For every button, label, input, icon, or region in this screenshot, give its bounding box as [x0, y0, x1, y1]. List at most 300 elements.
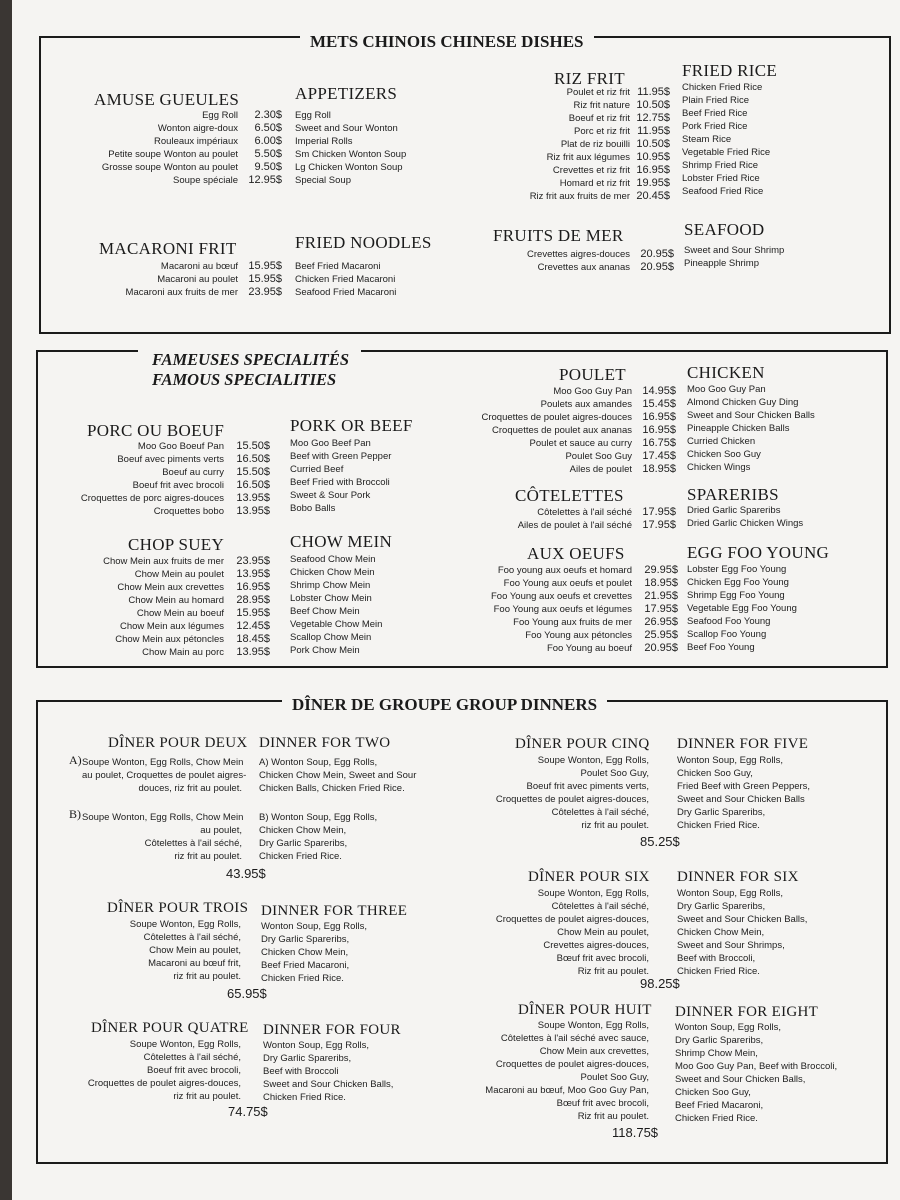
- dinner-line: Beef with Broccoli: [263, 1066, 339, 1077]
- menu-item-en: Moo Goo Guy Pan: [687, 384, 766, 395]
- menu-item-en: Sm Chicken Wonton Soup: [295, 149, 407, 160]
- heading-chow-mein: CHOW MEIN: [290, 532, 393, 551]
- dinner-line: Chicken Soo Guy,: [675, 1087, 751, 1098]
- menu-item-en: Beef Fried Rice: [682, 108, 748, 119]
- menu-item-price: 15.95$: [248, 273, 282, 285]
- dinner-line: Macaroni au bœuf frit,: [148, 958, 241, 969]
- menu-item-en: Seafood Foo Young: [687, 616, 771, 627]
- dinner-line: Chicken Chow Mein,: [259, 825, 347, 836]
- dinner-line: Chicken Fried Rice.: [263, 1092, 346, 1103]
- eggfoo-en-list: [687, 563, 847, 654]
- dinner-line: Bœuf frit avec brocoli,: [556, 953, 649, 964]
- menu-item-en: Lobster Chow Mein: [290, 593, 372, 604]
- dinner-line: Boeuf frit avec piments verts,: [526, 781, 649, 792]
- menu-item-fr: Croquettes de poulet aigres-douces: [481, 412, 632, 423]
- menu-item-price: 23.95$: [248, 286, 282, 298]
- menu-item-fr: Chow Mein aux fruits de mer: [103, 556, 224, 567]
- menu-item-fr: Grosse soupe Wonton au poulet: [101, 162, 238, 173]
- heading-chicken: CHICKEN: [687, 363, 765, 382]
- menu-item-price: 2.30$: [254, 109, 282, 121]
- dinner-line: Boeuf frit avec brocoli,: [147, 1065, 241, 1076]
- heading-dinner-six: DINNER FOR SIX: [677, 869, 799, 885]
- menu-item-fr: Boeuf au curry: [162, 467, 224, 478]
- rice-en-list: [682, 81, 832, 198]
- dinner-line: Dry Garlic Spareribs,: [259, 838, 348, 849]
- chicken-prices: [632, 385, 676, 476]
- menu-item-en: Seafood Fried Macaroni: [295, 287, 397, 298]
- heading-chop-suey: CHOP SUEY: [128, 535, 225, 554]
- menu-item-price: 17.95$: [644, 603, 678, 615]
- menu-item-fr: Croquettes de poulet aux ananas: [492, 425, 632, 436]
- menu-item-price: 12.45$: [236, 620, 270, 632]
- heading-macaroni-frit: MACARONI FRIT: [99, 239, 237, 258]
- dinner-line: au poulet, Croquettes de poulet aigres-: [82, 770, 247, 781]
- heading-seafood: SEAFOOD: [684, 220, 765, 239]
- three-en: [261, 920, 436, 985]
- price-eight: 118.75$: [612, 1125, 659, 1140]
- menu-item-fr: Chow Mein aux pétoncles: [115, 634, 224, 645]
- menu-item-en: Special Soup: [295, 175, 351, 186]
- chowmein-prices: [226, 555, 270, 659]
- menu-item-price: 16.50$: [236, 453, 270, 465]
- menu-item-fr: Moo Goo Boeuf Pan: [137, 441, 224, 452]
- menu-item-fr: Foo Young au boeuf: [546, 643, 632, 654]
- spareribs-en-list: [687, 504, 847, 530]
- dinner-line: Moo Goo Guy Pan, Beef with Broccoli,: [675, 1061, 838, 1072]
- price-five: 85.25$: [640, 834, 680, 849]
- menu-item-en: Imperial Rolls: [295, 136, 353, 147]
- menu-item-price: 9.50$: [254, 161, 282, 173]
- noodles-en-list: [295, 260, 445, 299]
- four-fr: [52, 1038, 241, 1103]
- heading-spareribs: SPARERIBS: [687, 485, 779, 504]
- dinner-line: Dry Garlic Spareribs,: [263, 1053, 352, 1064]
- dinner-line: Soupe Wonton, Egg Rolls, Chow Mein: [82, 812, 244, 823]
- heading-porc-ou-boeuf: PORC OU BOEUF: [87, 421, 225, 440]
- menu-item-en: Scallop Chow Mein: [290, 632, 372, 643]
- noodles-prices: [240, 260, 282, 299]
- pork-fr-list: [52, 440, 224, 518]
- menu-item-fr: Poulet et riz frit: [566, 87, 630, 98]
- menu-item-fr: Rouleaux impériaux: [154, 136, 238, 147]
- menu-item-price: 16.95$: [642, 424, 676, 436]
- menu-item-price: 10.95$: [636, 151, 670, 163]
- menu-item-fr: Poulet et sauce au curry: [529, 438, 632, 449]
- menu-item-en: Dried Garlic Chicken Wings: [687, 518, 804, 529]
- menu-item-fr: Riz frit aux fruits de mer: [529, 191, 630, 202]
- menu-item-price: 20.95$: [640, 248, 674, 260]
- five-fr: [472, 754, 649, 832]
- rice-prices: [630, 86, 670, 203]
- menu-item-fr: Boeuf avec piments verts: [117, 454, 224, 465]
- dinner-line: Chicken Fried Rice.: [261, 973, 344, 984]
- price-four: 74.75$: [228, 1104, 268, 1119]
- menu-item-price: 14.95$: [642, 385, 676, 397]
- spareribs-fr-list: [462, 506, 632, 532]
- dinner-line: Soupe Wonton, Egg Rolls,: [129, 919, 241, 930]
- menu-item-fr: Riz frit nature: [573, 100, 630, 111]
- dinner-line: Chow Mein au poulet,: [149, 945, 241, 956]
- six-fr: [472, 887, 649, 978]
- heading-appetizers: APPETIZERS: [295, 84, 398, 103]
- menu-item-price: 13.95$: [236, 492, 270, 504]
- menu-item-en: Seafood Chow Mein: [290, 554, 376, 565]
- heading-fruits-de-mer: FRUITS DE MER: [493, 226, 624, 245]
- heading-diner-trois: DÎNER POUR TROIS: [107, 900, 249, 916]
- dinner-line: Soupe Wonton, Egg Rolls,: [537, 888, 649, 899]
- noodles-fr-list: [52, 260, 238, 299]
- menu-item-en: Scallop Foo Young: [687, 629, 767, 640]
- dinner-line: Côtelettes à l'ail séché avec sauce,: [500, 1033, 649, 1044]
- menu-item-fr: Ailes de poulet à l'ail séché: [517, 520, 632, 531]
- menu-item-en: Plain Fried Rice: [682, 95, 750, 106]
- menu-item-en: Vegetable Chow Mein: [290, 619, 383, 630]
- menu-item-fr: Chow Mein aux crevettes: [117, 582, 224, 593]
- dinner-line: Sweet and Sour Chicken Balls,: [675, 1074, 806, 1085]
- menu-item-en: Vegetable Egg Foo Young: [687, 603, 797, 614]
- menu-item-en: Chicken Fried Rice: [682, 82, 763, 93]
- menu-item-fr: Riz frit aux légumes: [546, 152, 630, 163]
- menu-item-fr: Macaroni au poulet: [157, 274, 238, 285]
- dinner-line: Croquettes de poulet aigres-douces,: [495, 1059, 649, 1070]
- menu-item-en: Chicken Egg Foo Young: [687, 577, 789, 588]
- dinner-line: Poulet Soo Guy,: [580, 768, 649, 779]
- menu-item-price: 13.95$: [236, 505, 270, 517]
- dinner-line: Dry Garlic Spareribs,: [677, 901, 766, 912]
- menu-item-fr: Foo Young aux oeufs et poulet: [503, 578, 632, 589]
- menu-item-price: 11.95$: [637, 125, 670, 137]
- dinner-line: riz frit au poulet.: [174, 851, 242, 862]
- dinner-line: riz frit au poulet.: [173, 971, 241, 982]
- dinner-line: Dry Garlic Spareribs,: [261, 934, 350, 945]
- dinner-line: Chow Mein au poulet,: [557, 927, 649, 938]
- menu-item-price: 11.95$: [637, 86, 670, 98]
- dinner-line: Chicken Fried Rice.: [677, 966, 760, 977]
- dinner-line: Beef Fried Macaroni,: [261, 960, 350, 971]
- heading-dinner-eight: DINNER FOR EIGHT: [675, 1004, 819, 1020]
- eight-en: [675, 1021, 870, 1125]
- menu-item-fr: Foo Young aux fruits de mer: [513, 617, 632, 628]
- dinner-line: Soupe Wonton, Egg Rolls, Chow Mein: [82, 757, 244, 768]
- heading-egg-foo-young: EGG FOO YOUNG: [687, 543, 830, 562]
- menu-item-en: Steam Rice: [682, 134, 732, 145]
- menu-item-fr: Chow Mein au poulet: [134, 569, 224, 580]
- menu-item-en: Chicken Soo Guy: [687, 449, 761, 460]
- menu-item-en: Sweet and Sour Shrimp: [684, 245, 785, 256]
- menu-item-price: 19.95$: [636, 177, 670, 189]
- dinner-line: Côtelettes à l'ail séché,: [143, 932, 241, 943]
- menu-item-price: 6.50$: [254, 122, 282, 134]
- eggfoo-prices: [632, 564, 678, 655]
- menu-item-en: Moo Goo Beef Pan: [290, 438, 371, 449]
- dinner-line: Wonton Soup, Egg Rolls,: [675, 1022, 781, 1033]
- dinner-line: Wonton Soup, Egg Rolls,: [677, 755, 783, 766]
- menu-item-price: 23.95$: [236, 555, 270, 567]
- heading-diner-deux: DÎNER POUR DEUX: [108, 735, 248, 751]
- menu-item-en: Bobo Balls: [290, 503, 336, 514]
- appetizers-en-list: [295, 109, 445, 187]
- menu-item-fr: Foo Young aux pétoncles: [525, 630, 632, 641]
- heading-dinner-two: DINNER FOR TWO: [259, 735, 391, 751]
- menu-item-fr: Foo young aux oeufs et homard: [497, 565, 632, 576]
- heading-pork-or-beef: PORK OR BEEF: [290, 416, 413, 435]
- menu-item-fr: Ailes de poulet: [569, 464, 632, 475]
- menu-item-price: 17.45$: [642, 450, 676, 462]
- dinner-line: Soupe Wonton, Egg Rolls,: [129, 1039, 241, 1050]
- menu-item-en: Chicken Chow Mein: [290, 567, 375, 578]
- dinner-line: Riz frit au poulet.: [577, 1111, 649, 1122]
- dinner-line: Croquettes de poulet aigres-douces,: [495, 794, 649, 805]
- menu-item-price: 17.95$: [642, 506, 676, 518]
- menu-item-price: 12.95$: [248, 174, 282, 186]
- seafood-fr-list: [482, 248, 630, 274]
- menu-item-price: 17.95$: [642, 519, 676, 531]
- menu-item-price: 10.50$: [636, 138, 670, 150]
- menu-item-fr: Macaroni au bœuf: [160, 261, 238, 272]
- option-a-mark: A): [69, 753, 82, 767]
- section-title: DÎNER DE GROUPE GROUP DINNERS: [282, 695, 607, 715]
- dinner-line: douces, riz frit au poulet.: [138, 783, 242, 794]
- menu-item-en: Egg Roll: [295, 110, 331, 121]
- menu-item-fr: Boeuf et riz frit: [568, 113, 630, 124]
- menu-item-fr: Croquettes de porc aigres-douces: [80, 493, 224, 504]
- heading-poulet: POULET: [559, 365, 626, 384]
- menu-item-fr: Egg Roll: [202, 110, 238, 121]
- dinner-line: Chicken Chow Mein,: [677, 927, 765, 938]
- appetizers-prices: [240, 109, 282, 187]
- menu-item-price: 13.95$: [236, 646, 270, 658]
- menu-item-price: 5.50$: [254, 148, 282, 160]
- menu-item-fr: Crevettes et riz frit: [552, 165, 630, 176]
- menu-item-fr: Moo Goo Guy Pan: [553, 386, 632, 397]
- price-six: 98.25$: [640, 976, 680, 991]
- menu-item-price: 25.95$: [644, 629, 678, 641]
- menu-item-en: Sweet and Sour Chicken Balls: [687, 410, 815, 421]
- dinner-line: Soupe Wonton, Egg Rolls,: [537, 755, 649, 766]
- menu-item-en: Pork Chow Mein: [290, 645, 360, 656]
- menu-item-en: Beef Foo Young: [687, 642, 755, 653]
- heading-dinner-four: DINNER FOR FOUR: [263, 1022, 401, 1038]
- menu-item-price: 10.50$: [636, 99, 670, 111]
- dinner-line: Shrimp Chow Mein,: [675, 1048, 758, 1059]
- menu-item-price: 20.95$: [640, 261, 674, 273]
- dinner-line: Dry Garlic Spareribs,: [677, 807, 766, 818]
- menu-item-en: Lg Chicken Wonton Soup: [295, 162, 403, 173]
- seafood-en-list: [684, 244, 834, 270]
- two-b-fr: [82, 811, 242, 863]
- menu-item-en: Almond Chicken Guy Ding: [687, 397, 799, 408]
- dinner-line: Beef Fried Macaroni,: [675, 1100, 764, 1111]
- rice-fr-list: [492, 86, 630, 203]
- dinner-line: au poulet,: [200, 825, 242, 836]
- menu-item-en: Shrimp Chow Mein: [290, 580, 371, 591]
- dinner-line: B) Wonton Soup, Egg Rolls,: [259, 812, 378, 823]
- menu-item-fr: Porc et riz frit: [574, 126, 630, 137]
- dinner-line: Croquettes de poulet aigres-douces,: [87, 1078, 241, 1089]
- heading-diner-quatre: DÎNER POUR QUATRE: [91, 1020, 249, 1036]
- five-en: [677, 754, 862, 832]
- heading-cotelettes: CÔTELETTES: [515, 486, 624, 505]
- menu-item-en: Chicken Wings: [687, 462, 751, 473]
- menu-item-price: 16.95$: [236, 581, 270, 593]
- heading-fried-rice: FRIED RICE: [682, 61, 778, 80]
- menu-item-en: Shrimp Fried Rice: [682, 160, 759, 171]
- dinner-line: Chicken Fried Rice.: [675, 1113, 758, 1124]
- dinner-line: Chicken Soo Guy,: [677, 768, 753, 779]
- menu-item-price: 16.50$: [236, 479, 270, 491]
- specialities-title: [138, 350, 361, 390]
- menu-item-fr: Macaroni aux fruits de mer: [125, 287, 238, 298]
- menu-item-price: 15.45$: [642, 398, 676, 410]
- menu-item-en: Beef Fried Macaroni: [295, 261, 381, 272]
- dinner-line: Fried Beef with Green Peppers,: [677, 781, 811, 792]
- dinner-line: Côtelettes à l'ail séché,: [143, 1052, 241, 1063]
- dinner-line: Crevettes aigres-douces,: [543, 940, 649, 951]
- four-en: [263, 1039, 438, 1104]
- option-b-mark: B): [69, 807, 81, 821]
- menu-item-fr: Foo Young aux oeufs et crevettes: [490, 591, 632, 602]
- menu-item-price: 13.95$: [236, 568, 270, 580]
- title-en: FAMOUS SPECIALITIES: [152, 370, 337, 389]
- menu-item-price: 18.45$: [236, 633, 270, 645]
- heading-aux-oeufs: AUX OEUFS: [527, 544, 625, 563]
- menu-item-en: Pineapple Chicken Balls: [687, 423, 790, 434]
- menu-item-en: Beef Chow Mein: [290, 606, 360, 617]
- section-title: METS CHINOIS CHINESE DISHES: [300, 32, 594, 52]
- menu-item-en: Dried Garlic Spareribs: [687, 505, 781, 516]
- dinner-line: riz frit au poulet.: [581, 820, 649, 831]
- menu-item-price: 16.95$: [642, 411, 676, 423]
- chowmein-en-list: [290, 553, 440, 657]
- dinner-line: A) Wonton Soup, Egg Rolls,: [259, 757, 378, 768]
- menu-item-en: Shrimp Egg Foo Young: [687, 590, 785, 601]
- dinner-line: Sweet and Sour Chicken Balls,: [677, 914, 808, 925]
- heading-fried-noodles: FRIED NOODLES: [295, 233, 432, 252]
- seafood-prices: [630, 248, 674, 274]
- dinner-line: Chicken Chow Mein,: [261, 947, 349, 958]
- two-b-en: [259, 811, 434, 863]
- menu-item-en: Lobster Egg Foo Young: [687, 564, 787, 575]
- menu-item-price: 16.95$: [636, 164, 670, 176]
- menu-item-en: Lobster Fried Rice: [682, 173, 760, 184]
- menu-item-fr: Côtelettes à l'ail séché: [537, 507, 632, 518]
- chowmein-fr-list: [52, 555, 224, 659]
- dinner-line: Côtelettes à l'ail séché,: [551, 807, 649, 818]
- menu-item-price: 29.95$: [644, 564, 678, 576]
- menu-item-price: 15.50$: [236, 466, 270, 478]
- dinner-line: Côtelettes à l'ail séché,: [551, 901, 649, 912]
- dinner-line: Côtelettes à l'ail séché,: [144, 838, 242, 849]
- dinner-line: Bœuf frit avec brocoli,: [556, 1098, 649, 1109]
- menu-item-en: Seafood Fried Rice: [682, 186, 764, 197]
- menu-item-en: Sweet & Sour Pork: [290, 490, 371, 501]
- pork-en-list: [290, 437, 440, 515]
- three-fr: [72, 918, 241, 983]
- dinner-line: Croquettes de poulet aigres-douces,: [495, 914, 649, 925]
- menu-item-price: 21.95$: [644, 590, 678, 602]
- dinner-line: Chow Mein aux crevettes,: [539, 1046, 649, 1057]
- menu-item-fr: Chow Mein aux légumes: [119, 621, 224, 632]
- dinner-line: Riz frit au poulet.: [577, 966, 649, 977]
- menu-item-fr: Chow Mein au homard: [128, 595, 224, 606]
- dinner-line: Chicken Fried Rice.: [259, 851, 342, 862]
- menu-item-price: 15.50$: [236, 440, 270, 452]
- menu-item-price: 6.00$: [254, 135, 282, 147]
- appetizers-fr-list: [52, 109, 238, 187]
- dinner-line: Soupe Wonton, Egg Rolls,: [537, 1020, 649, 1031]
- dinner-line: Dry Garlic Spareribs,: [675, 1035, 764, 1046]
- heading-diner-cinq: DÎNER POUR CINQ: [515, 736, 650, 752]
- dinner-line: Sweet and Sour Shrimps,: [677, 940, 785, 951]
- price-two: 43.95$: [226, 866, 266, 881]
- spareribs-prices: [632, 506, 676, 532]
- menu-item-fr: Chow Mein au boeuf: [136, 608, 224, 619]
- menu-item-fr: Chow Main au porc: [142, 647, 224, 658]
- menu-item-fr: Boeuf frit avec brocoli: [132, 480, 224, 491]
- menu-item-price: 18.95$: [644, 577, 678, 589]
- eight-fr: [464, 1019, 649, 1123]
- heading-dinner-three: DINNER FOR THREE: [261, 903, 408, 919]
- dinner-line: Sweet and Sour Chicken Balls: [677, 794, 805, 805]
- dinner-line: Poulet Soo Guy,: [580, 1072, 649, 1083]
- menu-item-fr: Petite soupe Wonton au poulet: [108, 149, 238, 160]
- menu-item-price: 18.95$: [642, 463, 676, 475]
- pork-prices: [226, 440, 270, 518]
- dinner-line: Chicken Fried Rice.: [677, 820, 760, 831]
- eggfoo-fr-list: [462, 564, 632, 655]
- menu-item-fr: Wonton aigre-doux: [157, 123, 238, 134]
- title-fr: FAMEUSES SPECIALITÉS: [152, 350, 350, 369]
- menu-item-fr: Foo Young aux oeufs et légumes: [493, 604, 632, 615]
- dinner-line: Chicken Balls, Chicken Fried Rice.: [259, 783, 405, 794]
- menu-item-en: Beef with Green Pepper: [290, 451, 392, 462]
- menu-page: [12, 0, 900, 1200]
- heading-riz-frit: RIZ FRIT: [554, 69, 625, 88]
- menu-item-fr: Poulets aux amandes: [540, 399, 632, 410]
- menu-item-price: 26.95$: [644, 616, 678, 628]
- menu-item-fr: Croquettes bobo: [153, 506, 224, 517]
- menu-item-fr: Poulet Soo Guy: [565, 451, 632, 462]
- menu-item-price: 20.95$: [644, 642, 678, 654]
- heading-dinner-five: DINNER FOR FIVE: [677, 736, 809, 752]
- menu-item-en: Pineapple Shrimp: [684, 258, 759, 269]
- menu-item-fr: Crevettes aux ananas: [537, 262, 630, 273]
- menu-item-price: 12.75$: [636, 112, 670, 124]
- menu-item-en: Chicken Fried Macaroni: [295, 274, 396, 285]
- menu-item-en: Vegetable Fried Rice: [682, 147, 771, 158]
- dinner-line: Sweet and Sour Chicken Balls,: [263, 1079, 394, 1090]
- menu-item-price: 16.75$: [642, 437, 676, 449]
- two-a-en: [259, 756, 434, 795]
- menu-item-en: Pork Fried Rice: [682, 121, 748, 132]
- menu-item-price: 20.45$: [636, 190, 670, 202]
- dinner-line: Chicken Chow Mein, Sweet and Sour: [259, 770, 417, 781]
- menu-item-price: 28.95$: [236, 594, 270, 606]
- menu-item-fr: Plat de riz bouilli: [560, 139, 630, 150]
- price-three: 65.95$: [227, 986, 267, 1001]
- menu-item-en: Curried Beef: [290, 464, 344, 475]
- chicken-en-list: [687, 383, 847, 474]
- menu-item-fr: Crevettes aigres-douces: [527, 249, 630, 260]
- two-a-fr: [82, 756, 247, 795]
- heading-diner-six: DÎNER POUR SIX: [528, 869, 650, 885]
- dinner-line: riz frit au poulet.: [173, 1091, 241, 1102]
- menu-item-fr: Homard et riz frit: [559, 178, 630, 189]
- dinner-line: Wonton Soup, Egg Rolls,: [677, 888, 783, 899]
- six-en: [677, 887, 862, 978]
- menu-item-en: Beef Fried with Broccoli: [290, 477, 390, 488]
- dinner-line: Macaroni au bœuf, Moo Goo Guy Pan,: [485, 1085, 649, 1096]
